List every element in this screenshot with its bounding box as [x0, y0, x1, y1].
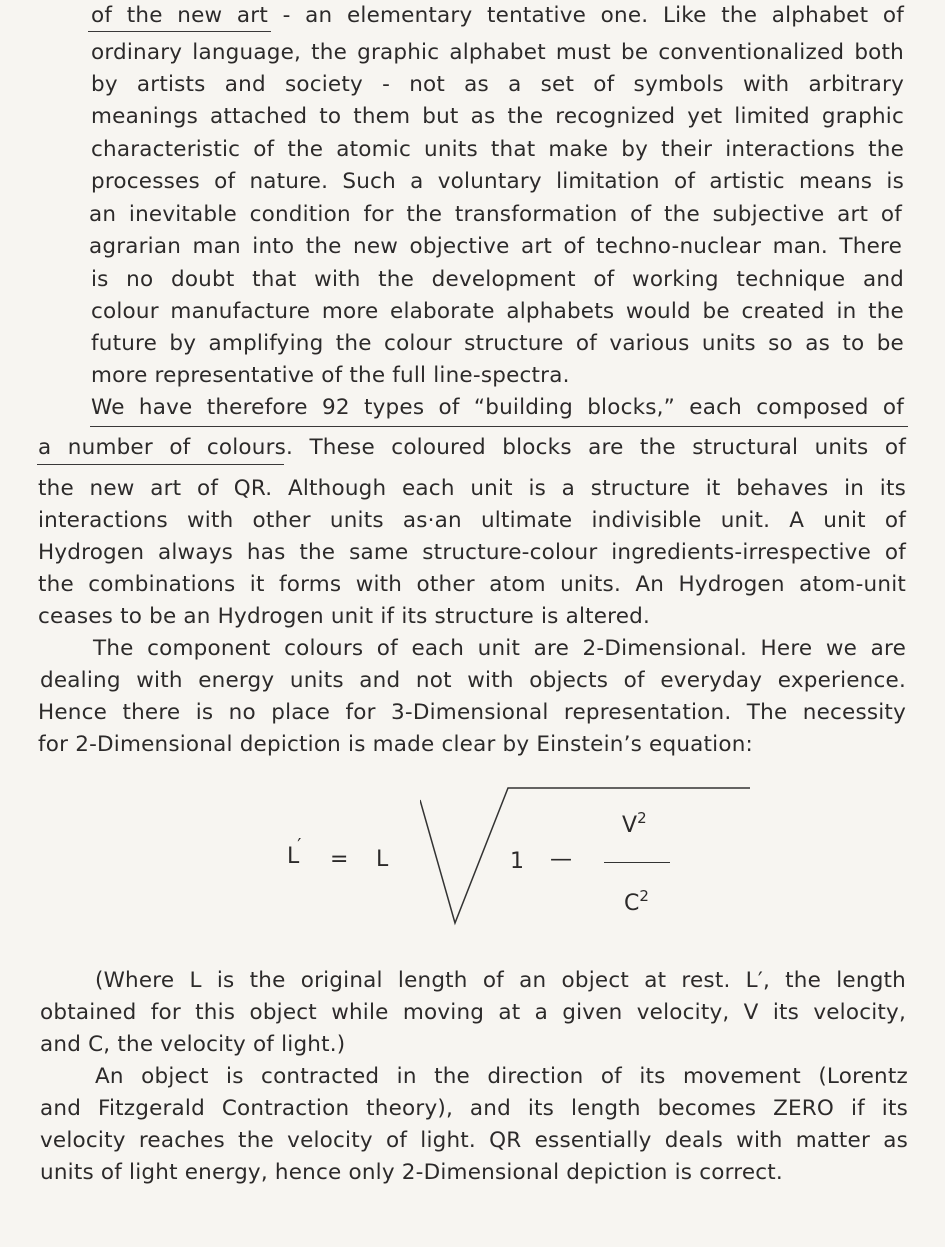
square-root-sign — [420, 785, 755, 930]
text-line: an inevitable condition for the transformation of the subjective art of — [89, 202, 902, 227]
text-line: and C, the velocity of light.) — [40, 1032, 346, 1057]
equation-numerator: $V^2$ — [622, 809, 647, 838]
text-line: the new art of QR. Although each unit is a structure it behaves in its — [38, 476, 906, 501]
fraction-bar — [604, 862, 670, 863]
equation-lhs: L′ — [287, 835, 302, 869]
text-line: for 2-Dimensional depiction is made clear by Einstein’s equation: — [38, 732, 753, 757]
text-line: of the new art - an elementary tentative one. Like the alphabet of — [91, 3, 904, 28]
text-line: more representative of the full line-spectra. — [91, 363, 570, 388]
text-line: (Where L is the original length of an object at rest. L′, the length — [95, 968, 906, 993]
text-line: and Fitzgerald Contraction theory), and its length becomes ZERO if its — [40, 1096, 908, 1121]
equation-factor: L — [376, 847, 389, 872]
text-line: is no doubt that with the development of working technique and — [91, 267, 904, 292]
text-line: obtained for this object while moving at a given velocity, V its velocity, — [40, 1000, 906, 1025]
text-line: Hydrogen always has the same structure-colour ingredients-irrespective of — [38, 540, 906, 565]
text-line: The component colours of each unit are 2-Dimensional. Here we are — [93, 636, 906, 661]
text-line: the combinations it forms with other atom units. An Hydrogen atom-unit — [38, 572, 906, 597]
underline-rule — [88, 31, 271, 32]
equation-denominator: $C^2$ — [624, 887, 649, 916]
text-line: future by amplifying the colour structure of various units so as to be — [91, 331, 904, 356]
text-line: a number of colours. These coloured blocks are the structural units of — [38, 435, 906, 460]
text-line: An object is contracted in the direction of its movement (Lorentz — [95, 1064, 908, 1089]
text-line: Hence there is no place for 3-Dimensional representation. The necessity — [38, 700, 906, 725]
text-line: units of light energy, hence only 2-Dimensional depiction is correct. — [40, 1160, 783, 1185]
text-line: processes of nature. Such a voluntary limitation of artistic means is — [91, 169, 904, 194]
text-line: velocity reaches the velocity of light. QR essentially deals with matter as — [40, 1128, 908, 1153]
text-line: by artists and society - not as a set of symbols with arbitrary — [91, 72, 904, 97]
text-line: interactions with other units as·an ultimate indivisible unit. A unit of — [38, 508, 906, 533]
text-line: agrarian man into the new objective art of techno-nuclear man. There — [89, 234, 902, 259]
text-line: dealing with energy units and not with objects of everyday experience. — [40, 668, 906, 693]
equation-equals: = — [330, 847, 349, 872]
underline-rule — [37, 464, 284, 465]
underline-rule — [90, 426, 908, 427]
text-line: colour manufacture more elaborate alphabets would be created in the — [91, 299, 904, 324]
text-line: We have therefore 92 types of “building blocks,” each composed of — [91, 395, 904, 420]
equation-one: 1 — [510, 849, 524, 874]
text-line: ordinary language, the graphic alphabet must be conventionalized both — [91, 40, 904, 65]
text-line: ceases to be an Hydrogen unit if its structure is altered. — [38, 604, 651, 629]
text-line: meanings attached to them but as the recognized yet limited graphic — [91, 104, 904, 129]
equation-minus: — — [550, 847, 572, 872]
text-line: characteristic of the atomic units that make by their interactions the — [91, 137, 904, 162]
